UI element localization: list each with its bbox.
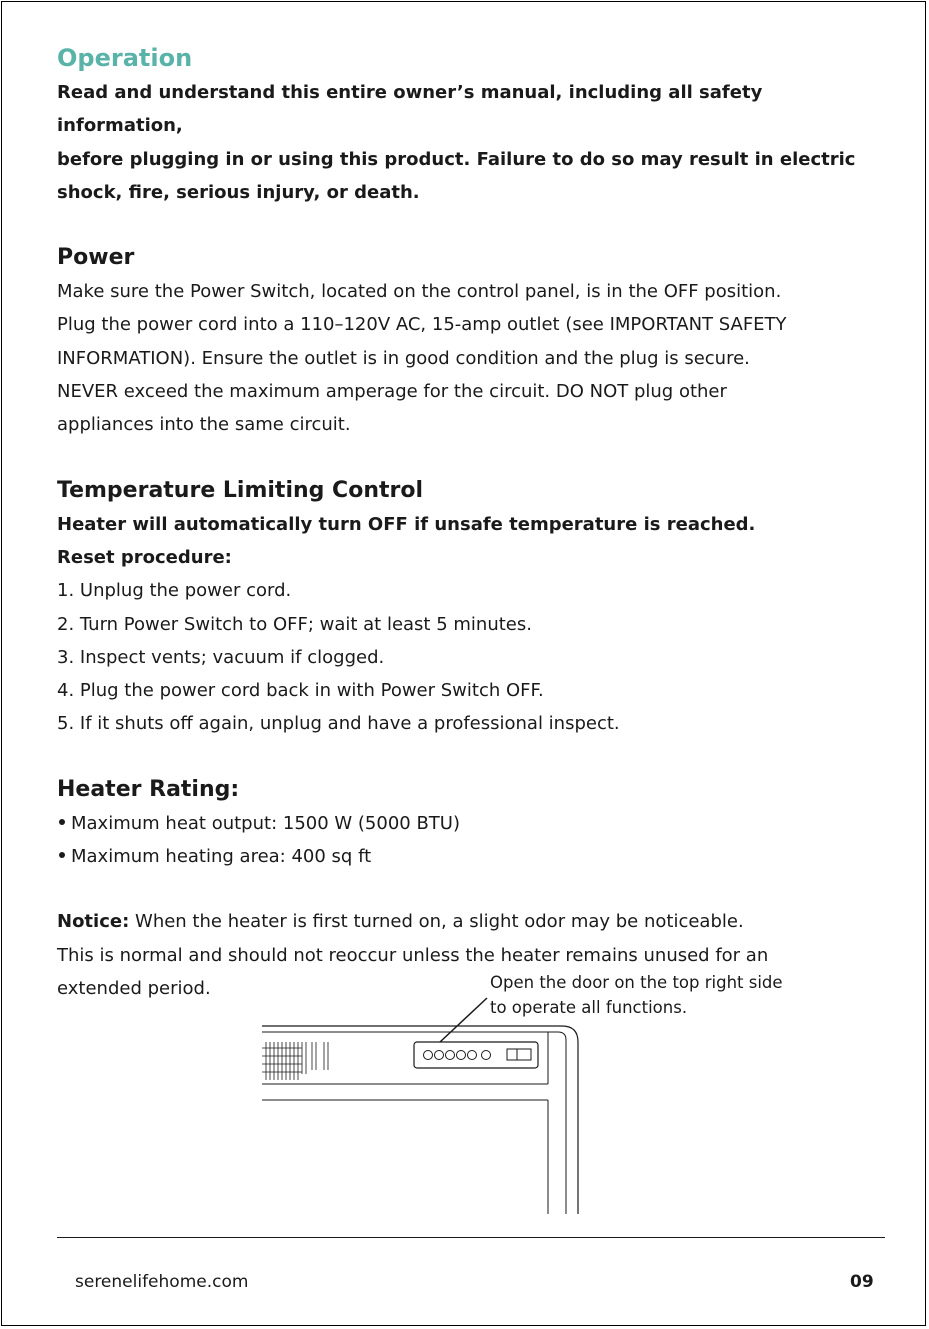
- page-number: 09: [850, 1272, 874, 1292]
- power-line: appliances into the same circuit.: [57, 414, 351, 436]
- heading-temperature-limiting: Temperature Limiting Control: [57, 477, 423, 503]
- reset-step: 1. Unplug the power cord.: [57, 580, 292, 602]
- intro-line: shock, fire, serious injury, or death.: [57, 181, 420, 203]
- reset-step: 5. If it shuts off again, unplug and have a professional inspect.: [57, 713, 620, 735]
- bullet-icon: [59, 852, 65, 858]
- footer-website: serenelifehome.com: [75, 1272, 249, 1292]
- heading-heater-rating: Heater Rating:: [57, 776, 240, 802]
- manual-content: [57, 40, 887, 1005]
- power-line: Plug the power cord into a 110–120V AC, 15-amp outlet (see IMPORTANT SAFETY: [57, 314, 787, 336]
- notice-line: This is normal and should not reoccur unless the heater remains unused for an: [57, 944, 769, 966]
- rating-item: Maximum heat output: 1500 W (5000 BTU): [57, 807, 887, 840]
- rating-list: [57, 807, 887, 874]
- heading-power: Power: [57, 245, 135, 271]
- heater-diagram: [262, 970, 592, 1220]
- power-line: Make sure the Power Switch, located on the control panel, is in the OFF position.: [57, 281, 782, 303]
- intro-line: Read and understand this entire owner’s manual, including all safety information,: [57, 82, 763, 137]
- footer-divider: [57, 1237, 885, 1238]
- notice-line: Notice: When the heater is first turned on, a slight odor may be noticeable.: [57, 911, 744, 933]
- callout-line: Open the door on the top right side: [490, 973, 783, 992]
- bullet-icon: [59, 819, 65, 825]
- vent-grille: [262, 1042, 328, 1080]
- temperature-warning: Heater will automatically turn OFF if unsafe temperature is reached.: [57, 513, 756, 535]
- reset-step: 4. Plug the power cord back in with Power Switch OFF.: [57, 680, 544, 702]
- callout-leader-line: [440, 998, 487, 1042]
- control-buttons: [424, 1051, 491, 1060]
- callout-line: to operate all functions.: [490, 998, 688, 1017]
- power-switch-icon: [507, 1049, 531, 1060]
- notice-line: extended period.: [57, 977, 211, 999]
- rating-item: Maximum heating area: 400 sq ft: [57, 840, 887, 873]
- section-title-operation: Operation: [57, 44, 193, 72]
- reset-step: 2. Turn Power Switch to OFF; wait at least 5 minutes.: [57, 613, 532, 635]
- power-line: NEVER exceed the maximum amperage for the circuit. DO NOT plug other: [57, 381, 727, 403]
- reset-procedure-label: Reset procedure:: [57, 546, 232, 568]
- intro-line: before plugging in or using this product. Failure to do so may result in electric: [57, 148, 856, 170]
- reset-step: 3. Inspect vents; vacuum if clogged.: [57, 646, 385, 668]
- notice-label: Notice:: [57, 911, 130, 933]
- power-line: INFORMATION). Ensure the outlet is in good condition and the plug is secure.: [57, 347, 750, 369]
